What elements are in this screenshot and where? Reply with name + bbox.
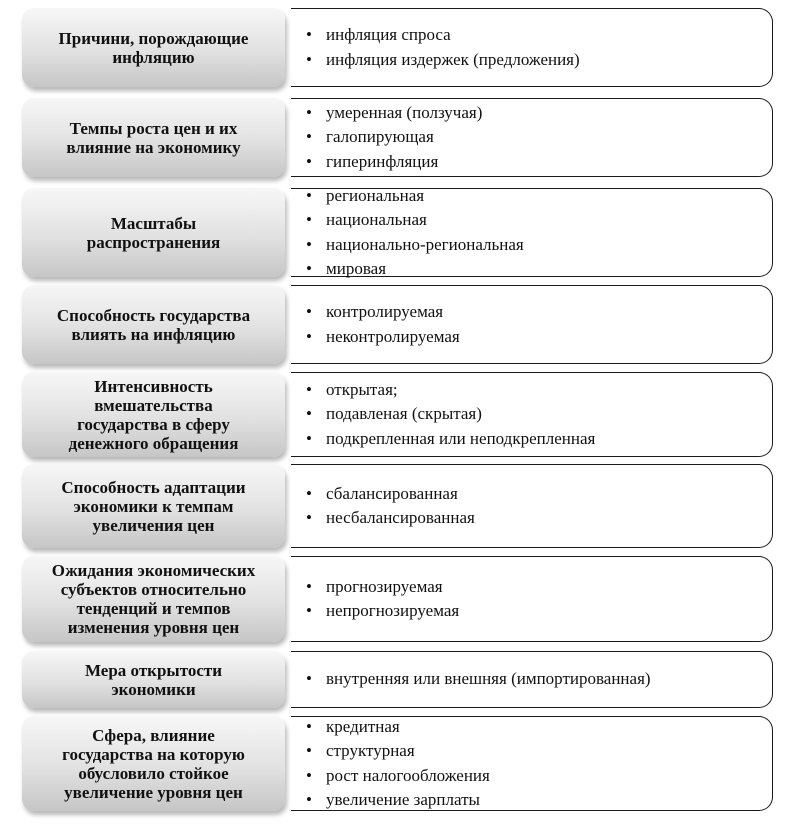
type-item-text: галопирующая (326, 127, 434, 147)
type-item-text: непрогнозируемая (326, 601, 460, 620)
type-item-text: рост налогообложения (326, 765, 490, 785)
bullet-icon: • (306, 185, 312, 205)
type-item (306, 402, 771, 427)
classification-row (0, 285, 801, 364)
types-list (306, 556, 771, 642)
bullet-icon: • (306, 741, 312, 760)
category-box (22, 372, 285, 457)
classification-row (0, 651, 801, 708)
bullet-icon: • (306, 576, 312, 596)
types-list (306, 285, 771, 364)
types-list (306, 716, 771, 811)
bullet-icon: • (306, 127, 312, 147)
type-item (306, 788, 771, 813)
type-item (306, 125, 771, 150)
type-item-text: структурная (326, 741, 415, 760)
bullet-icon: • (306, 25, 312, 44)
category-box (22, 556, 285, 642)
classification-row (0, 185, 801, 278)
category-box (22, 188, 285, 277)
type-item (306, 739, 771, 764)
type-item-text: неконтролируемая (326, 326, 460, 346)
type-item (306, 257, 771, 282)
bullet-icon: • (306, 234, 312, 254)
category-label: Способность адаптации экономики к темпам увеличения цен (61, 477, 246, 535)
category-label: Сфера, влияние государства на которую обусловило стойкое увеличение уровня цен (62, 725, 245, 802)
types-list (306, 464, 771, 548)
type-item (306, 599, 771, 624)
type-item (306, 150, 771, 175)
classification-row (0, 372, 801, 457)
bullet-icon: • (306, 483, 312, 503)
types-list (306, 8, 771, 87)
classification-row (0, 98, 801, 177)
bullet-icon: • (306, 302, 312, 321)
bullet-icon: • (306, 49, 312, 69)
type-item-text: контролируемая (326, 302, 444, 321)
category-label: Причини, порождающие инфляцию (58, 28, 249, 67)
classification-row (0, 464, 801, 548)
types-list (306, 372, 771, 457)
bullet-icon: • (306, 765, 312, 785)
bullet-icon: • (306, 790, 312, 809)
classification-row (0, 556, 801, 642)
type-item (306, 208, 771, 233)
type-item (306, 48, 771, 73)
type-item (306, 184, 771, 209)
type-item (306, 715, 771, 740)
type-item-text: национально-региональная (326, 234, 524, 254)
category-box (22, 98, 285, 177)
type-item (306, 506, 771, 531)
category-label: Интенсивность вмешательства государства в сферу денежного обращения (68, 376, 239, 453)
category-label: Масштабы распространения (86, 213, 221, 252)
type-item (306, 667, 771, 692)
category-box (22, 285, 285, 364)
bullet-icon: • (306, 508, 312, 527)
type-item-text: региональная (326, 185, 425, 205)
category-label: Мера открытости экономики (84, 660, 223, 699)
type-item (306, 300, 771, 325)
type-item-text: внутренняя или внешняя (импортированная) (326, 669, 651, 689)
type-item (306, 23, 771, 48)
category-box (22, 8, 285, 87)
category-box (22, 716, 285, 811)
type-item (306, 575, 771, 600)
type-item (306, 427, 771, 452)
type-item (306, 482, 771, 507)
type-item-text: умеренная (ползучая) (326, 102, 483, 122)
type-item-text: сбалансированная (326, 483, 458, 503)
bullet-icon: • (306, 102, 312, 122)
type-item-text: кредитная (326, 716, 400, 736)
type-item-text: инфляция спроса (326, 25, 451, 44)
type-item (306, 378, 771, 403)
types-list (306, 185, 771, 278)
bullet-icon: • (306, 259, 312, 278)
type-item-text: инфляция издержек (предложения) (326, 49, 580, 69)
bullet-icon: • (306, 601, 312, 620)
type-item-text: прогнозируемая (326, 576, 443, 596)
category-label: Ожидания экономических субъектов относительно тенденций и темпов изменения уровня цен (51, 561, 256, 637)
bullet-icon: • (306, 326, 312, 346)
category-label: Темпы роста цен и их влияние на экономику (66, 118, 241, 157)
classification-row (0, 716, 801, 811)
types-list (306, 651, 771, 708)
type-item-text: несбалансированная (326, 508, 475, 527)
type-item-text: увеличение зарплаты (326, 790, 480, 809)
bullet-icon: • (306, 404, 312, 424)
category-box (22, 464, 285, 548)
type-item-text: гиперинфляция (326, 151, 439, 171)
type-item (306, 101, 771, 126)
type-item-text: мировая (326, 259, 387, 278)
type-item-text: открытая; (326, 379, 398, 399)
type-item-text: подавленая (скрытая) (326, 404, 482, 424)
type-item (306, 325, 771, 350)
category-label: Способность государства влиять на инфляцию (56, 305, 251, 344)
bullet-icon: • (306, 428, 312, 448)
bullet-icon: • (306, 210, 312, 229)
bullet-icon: • (306, 151, 312, 171)
type-item-text: подкрепленная или неподкрепленная (326, 428, 596, 448)
bullet-icon: • (306, 716, 312, 736)
type-item (306, 764, 771, 789)
types-list (306, 98, 771, 177)
classification-row (0, 8, 801, 87)
type-item (306, 233, 771, 258)
bullet-icon: • (306, 669, 312, 689)
type-item-text: национальная (326, 210, 427, 229)
category-box (22, 651, 285, 708)
bullet-icon: • (306, 379, 312, 399)
